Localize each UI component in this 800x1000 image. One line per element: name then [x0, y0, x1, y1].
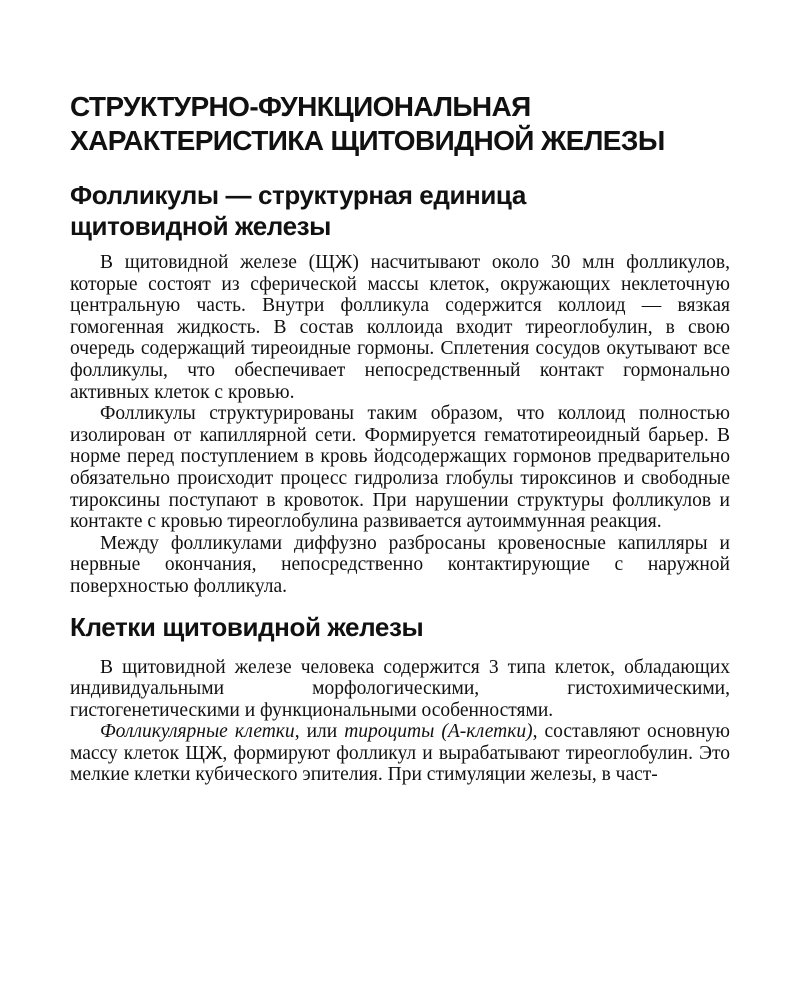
- follicles-paragraph-2: Фолликулы структурированы таким образом, что коллоид полностью изолирован от капиллярной сети. Формируется гематотиреоидный барьер. В норме перед поступлением в кровь йодсодержащих гормонов предварительно обязательно происходит процесс гидролиза глобулы тироксинов и свободные тироксины поступают в кровоток. При нарушении структуры фолликулов и контакте с кровью тиреоглобулина развивается аутоиммунная реакция.: [70, 403, 730, 533]
- term-connector: , или: [294, 721, 345, 743]
- term-thyrocytes: тироциты (А-клетки): [344, 721, 533, 743]
- section-title-follicles-line-1: Фолликулы — структурная единица: [70, 180, 526, 210]
- chapter-title-line-1: СТРУКТУРНО-ФУНКЦИОНАЛЬНАЯ: [70, 91, 531, 122]
- follicles-paragraph-3: Между фолликулами диффузно разбросаны кровеносные капилляры и нервные окончания, непосредственно контактирующие с наружной поверхностью фолликула.: [70, 532, 730, 597]
- term-follicular-cells: Фолликулярные клетки: [100, 721, 295, 743]
- cells-paragraph-1: В щитовидной железе человека содержится 3 типа клеток, обладающих индивидуальными морфологическими, гистохимическими, гистогенетическими и функциональными особенностями.: [70, 656, 730, 721]
- section-title-cells: Клетки щитовидной железы: [70, 611, 424, 642]
- book-page: [70, 90, 730, 786]
- follicles-paragraph-1: В щитовидной железе (ЩЖ) насчитывают около 30 млн фолликулов, которые состоят из сферической массы клеток, окружающих неклеточную центральную часть. Внутри фолликула содержится коллоид — вязкая гомогенная жидкость. В состав коллоида входит тиреоглобулин, в свою очередь содержащий тиреоидные гормоны. Сплетения сосудов окутывают все фолликулы, что обеспечивает непосредственный контакт гормонально активных клеток с кровью.: [70, 252, 730, 403]
- cells-paragraph-2-text: , составляют основную массу клеток ЩЖ, формируют фолликул и вырабатывают тиреоглобулин. Это мелкие клетки кубического эпителия. При стимуляции железы, в част-: [70, 721, 730, 786]
- section-title-follicles: [70, 180, 730, 242]
- cells-paragraph-2: [70, 721, 730, 786]
- chapter-title-line-2: ХАРАКТЕРИСТИКА ЩИТОВИДНОЙ ЖЕЛЕЗЫ: [70, 125, 665, 156]
- section-title-follicles-line-2: щитовидной железы: [70, 211, 331, 241]
- chapter-title: [70, 90, 730, 158]
